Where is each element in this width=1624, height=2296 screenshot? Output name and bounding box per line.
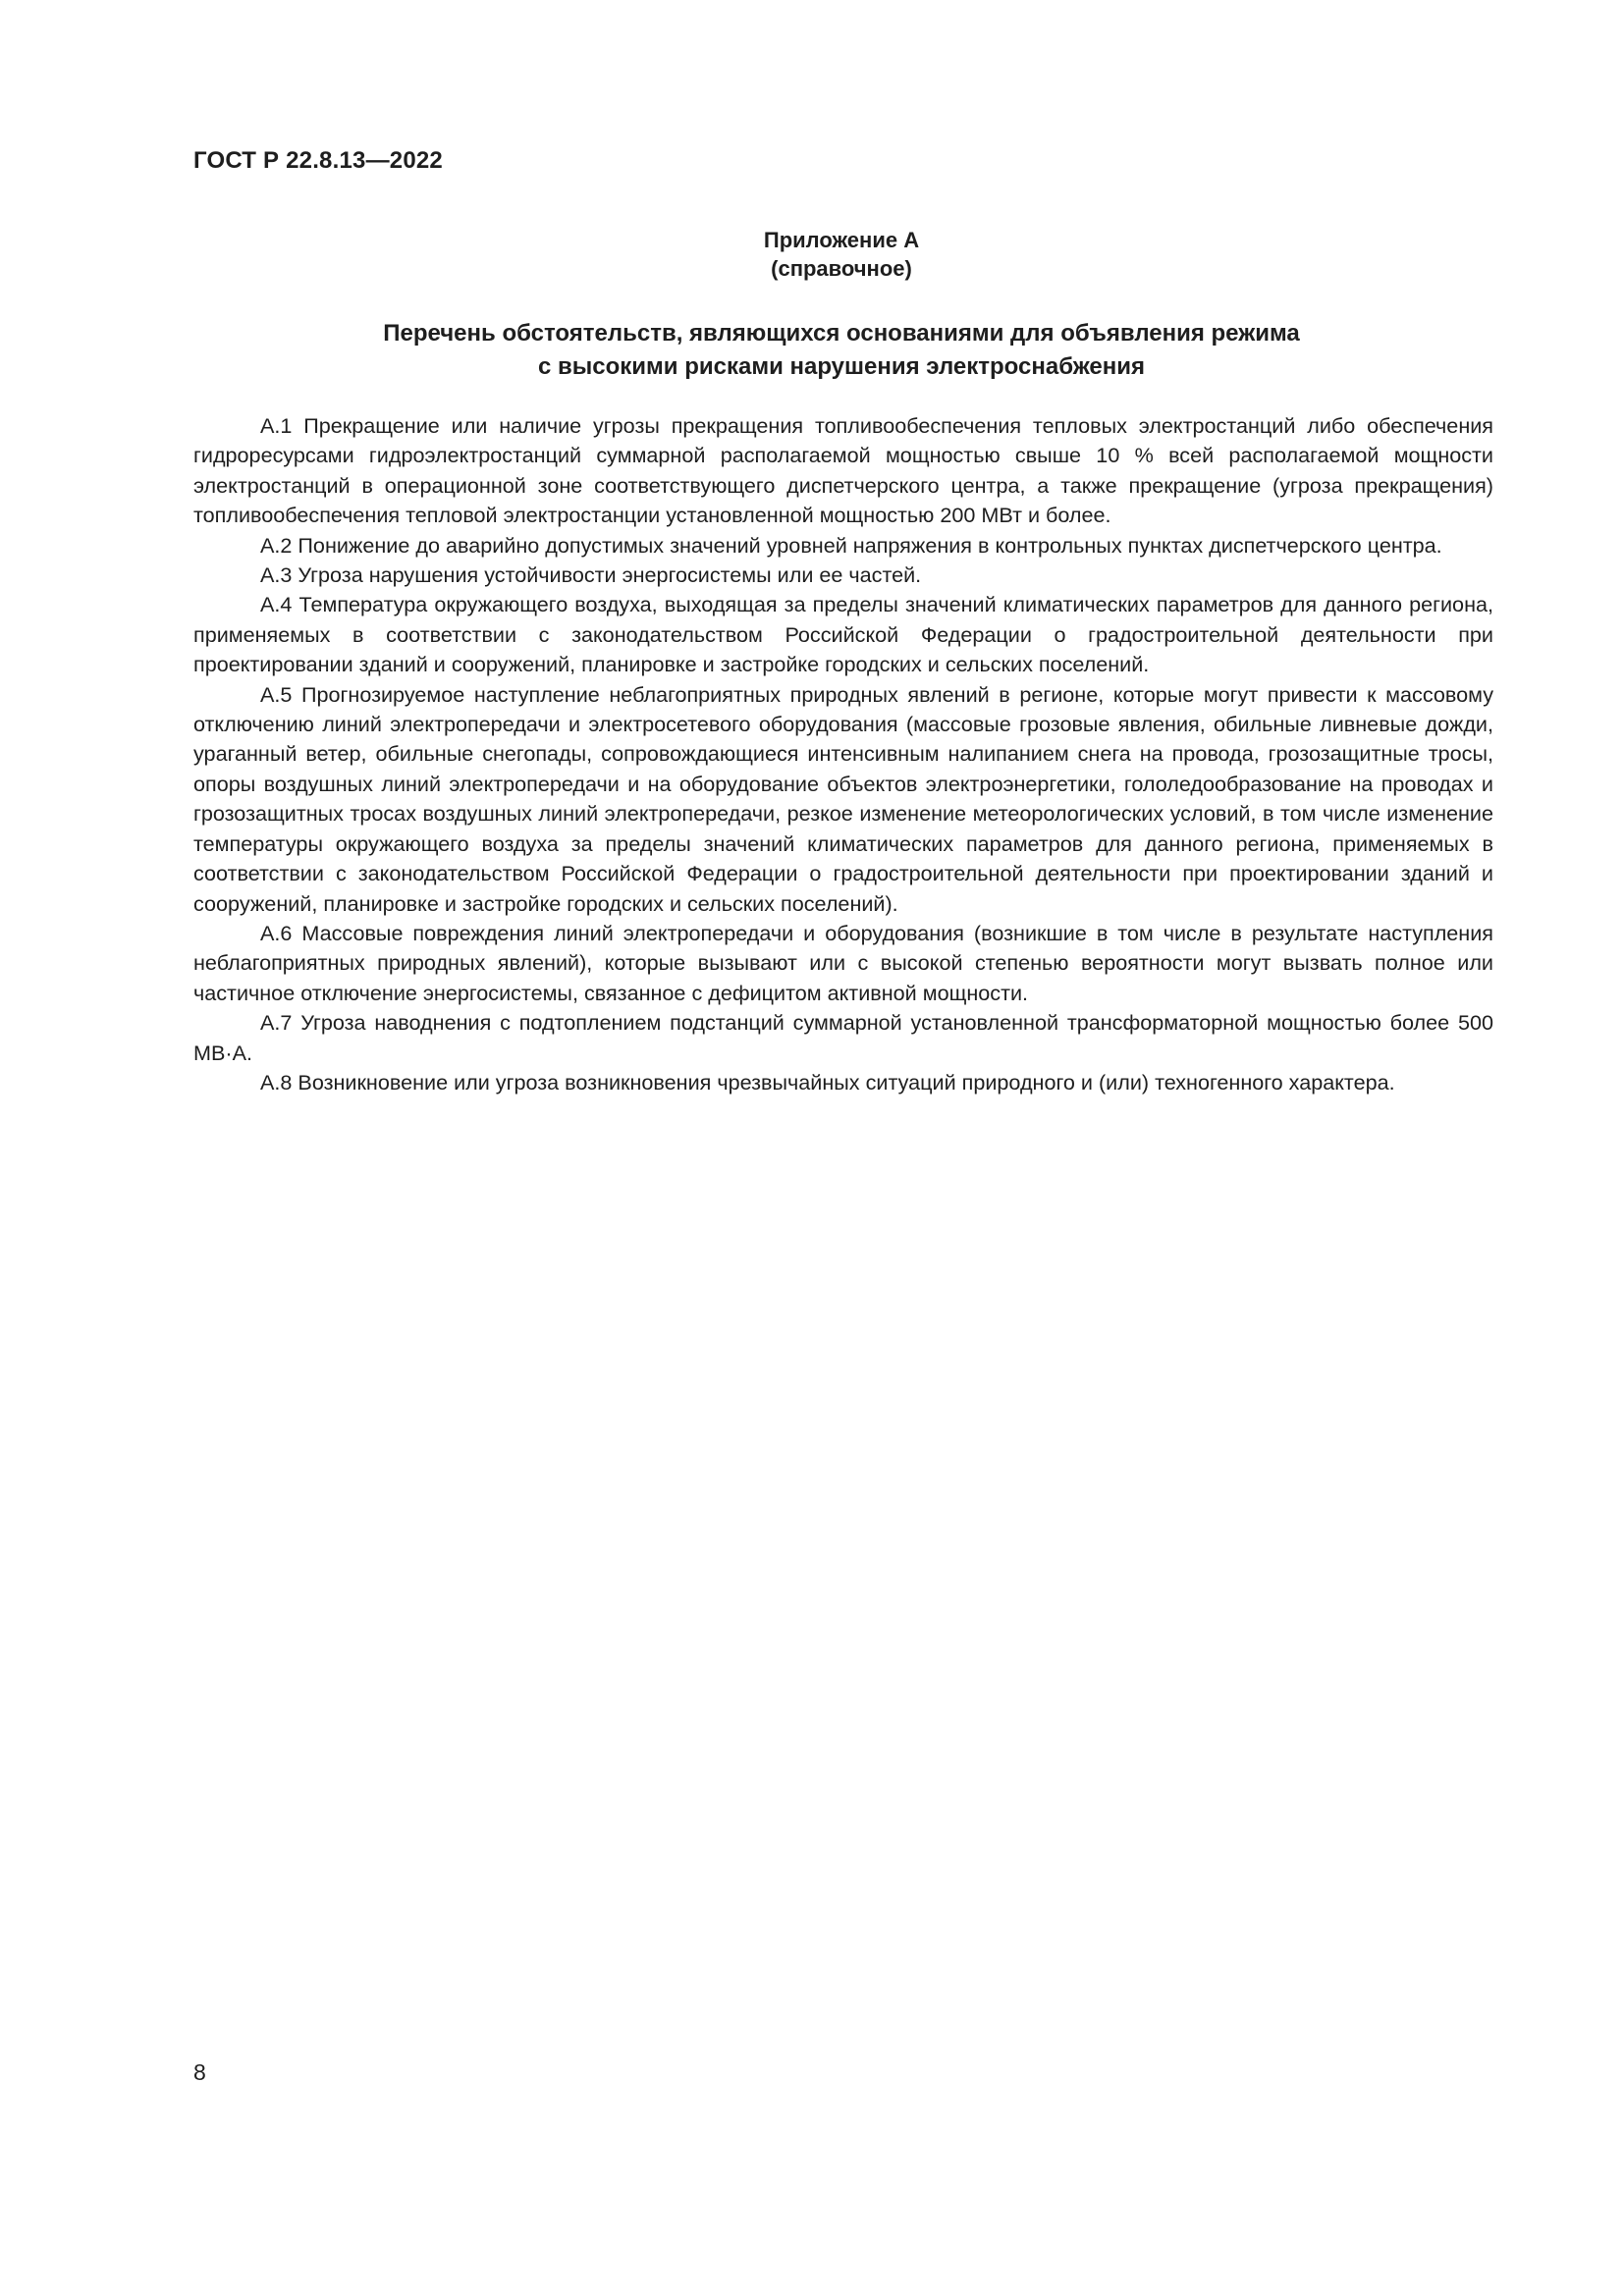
clause-a1: А.1 Прекращение или наличие угрозы прекращения топливообеспечения тепловых электростанций либо обеспечения гидроресурсами гидроэлектростанций суммарной располагаемой мощностью свыше 10 % всей располагаемой мощности электростанций в операционной зоне соответствующего диспетчерского центра, а также прекращение (угроза прекращения) топливообеспечения тепловой электростанции установленной мощностью 200 МВт и более. [193, 413, 1493, 528]
document-number: ГОСТ Р 22.8.13—2022 [193, 147, 443, 174]
clause-a4: А.4 Температура окружающего воздуха, выходящая за пределы значений климатических параметров для данного региона, применяемых в соответствии с законодательством Российской Федерации о градостроительной деятельности при проектировании зданий и сооружений, планировке и застройке городских и сельских поселений. [193, 592, 1493, 677]
clause-a7: А.7 Угроза наводнения с подтоплением подстанций суммарной установленной трансформаторной мощностью более 500 МВ·А. [193, 1010, 1493, 1065]
clause-a8: А.8 Возникновение или угроза возникновения чрезвычайных ситуаций природного и (или) техногенного характера. [260, 1069, 1395, 1095]
section-title-line-2: с высокими рисками нарушения электроснабжения [537, 353, 1146, 380]
section-title-line-1: Перечень обстоятельств, являющихся основаниями для объявления режима [383, 320, 1300, 347]
annex-heading [193, 226, 1489, 283]
annex-body [193, 411, 1493, 1097]
annex-title: Приложение А [763, 228, 920, 252]
clause-a2: А.2 Понижение до аварийно допустимых значений уровней напряжения в контрольных пунктах диспетчерского центра. [260, 532, 1442, 558]
section-title [193, 317, 1489, 384]
clause-a3: А.3 Угроза нарушения устойчивости энергосистемы или ее частей. [260, 562, 922, 588]
clause-a5: А.5 Прогнозируемое наступление неблагоприятных природных явлений в регионе, которые могут привести к массовому отключению линий электропередачи и электросетевого оборудования (массовые грозовые явления, обильные ливневые дожди, ураганный ветер, обильные снегопады, сопровождающиеся интенсивным налипанием снега на провода, грозозащитные тросы, опоры воздушных линий электропередачи и на оборудование объектов электроэнергетики, гололедообразование на проводах и грозозащитных тросах воздушных линий электропередачи, резкое изменение метеорологических условий, в том числе изменение температуры окружающего воздуха за пределы значений климатических параметров для данного региона, применяемых в соответствии с законодательством Российской Федерации о градостроительной деятельности при проектировании зданий и сооружений, планировке и застройке городских и сельских поселений). [193, 681, 1493, 916]
page-number: 8 [193, 2059, 206, 2085]
clause-a6: А.6 Массовые повреждения линий электропередачи и оборудования (возникшие в том числе в результате наступления неблагоприятных природных явлений), которые вызывают или с высокой степенью вероятности могут вызвать полное или частичное отключение энергосистемы, связанное с дефицитом активной мощности. [193, 920, 1493, 1005]
annex-status: (справочное) [771, 256, 912, 281]
